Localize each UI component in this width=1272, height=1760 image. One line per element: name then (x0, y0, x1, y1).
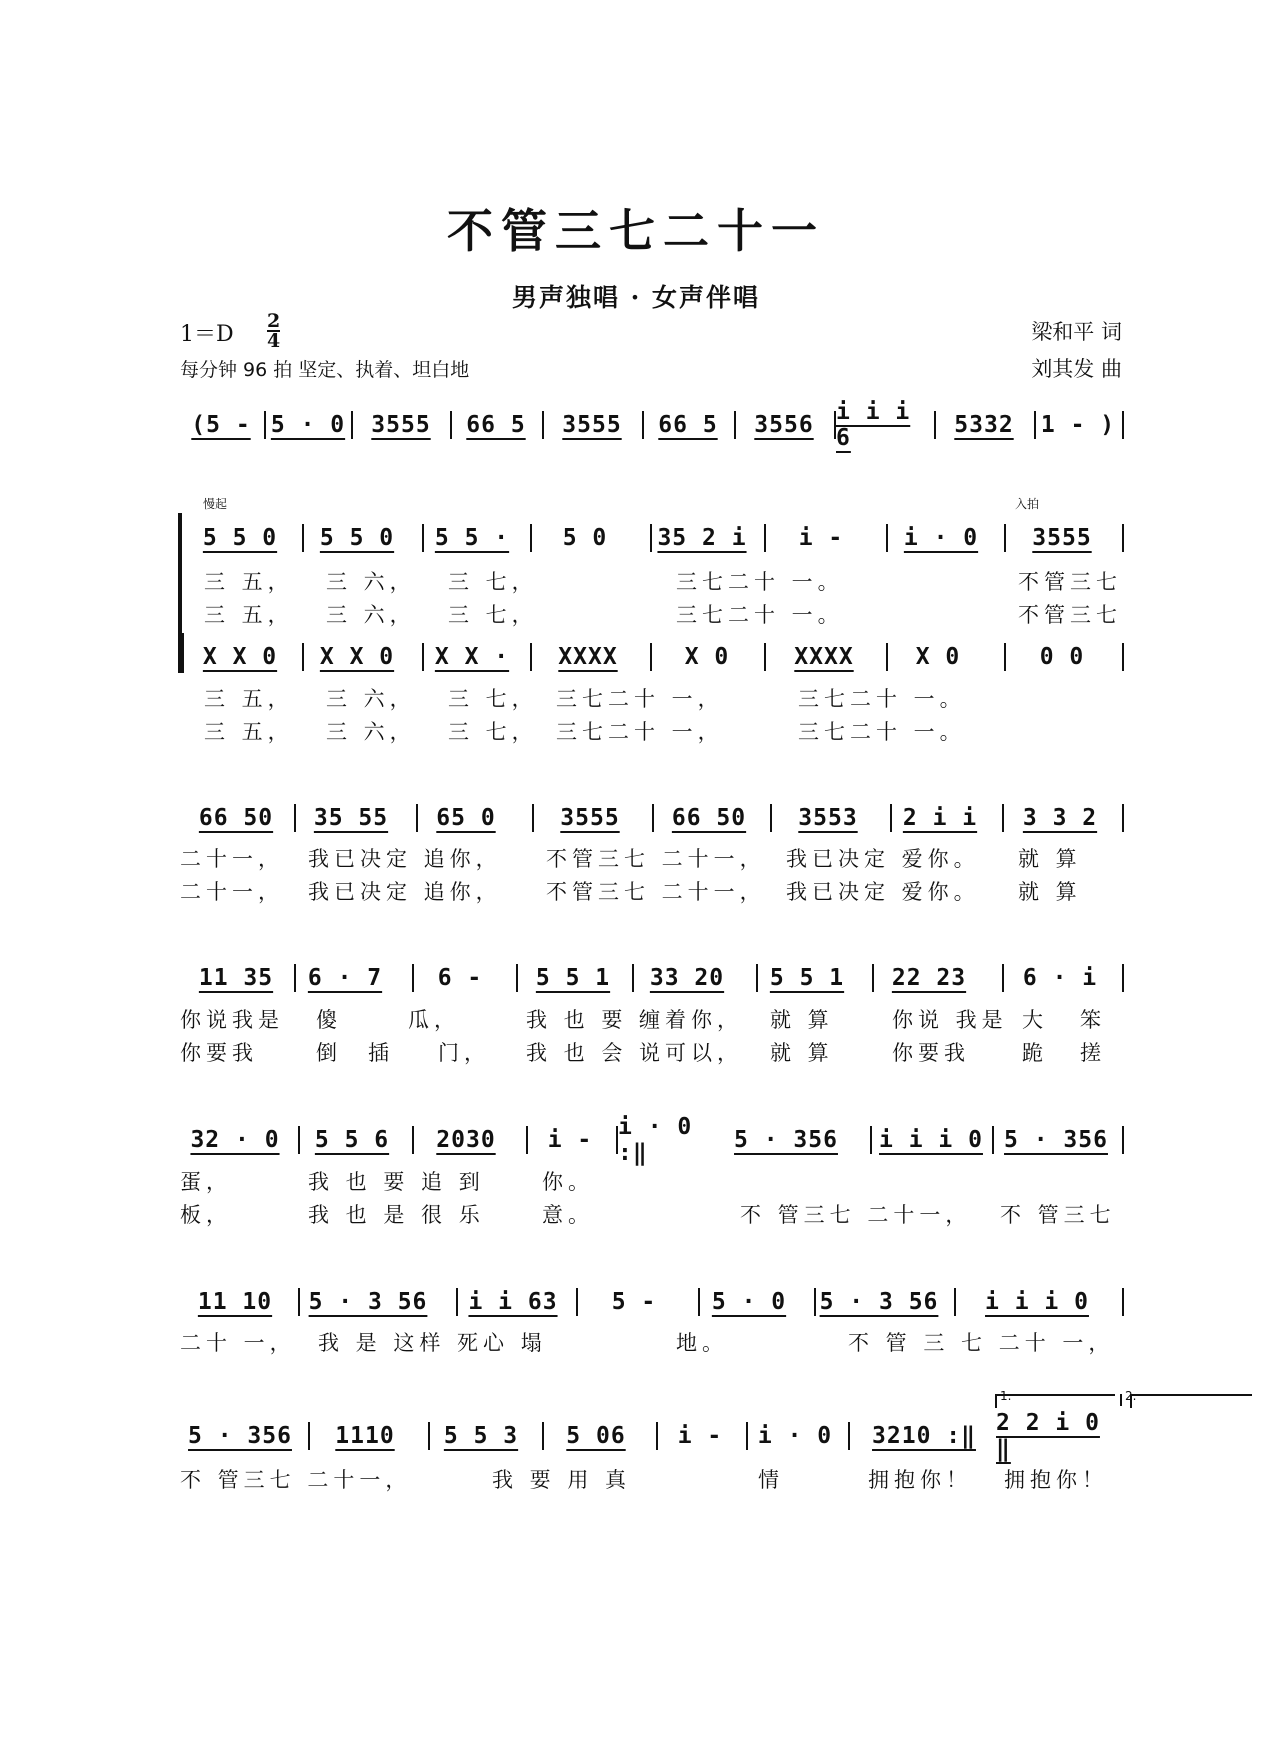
melody-bar: 3 3 2 (1022, 805, 1098, 831)
lyric-word: 门， (438, 1041, 490, 1065)
enter-beat-mark: 入拍 (1015, 497, 1040, 511)
time-numerator: 2 (267, 310, 281, 332)
rhythm-bar: XXXX (794, 644, 854, 670)
melody-bar: 5 5 0 (319, 525, 395, 551)
volta-1-bracket (995, 1394, 1115, 1408)
rhythm-bar: X X 0 (202, 644, 278, 670)
lyric-word: 我已决定 爱你。 (786, 847, 980, 871)
melody-bar: 2030 (436, 1127, 496, 1153)
lyric-word: 三 五， (204, 603, 294, 627)
lyric-line (180, 843, 1125, 873)
melody-bar: 5 5 1 (535, 965, 611, 991)
melody-bar: 5 · 356 (188, 1423, 292, 1449)
lyric-word: 意。 (542, 1203, 594, 1227)
melody-bar: 5 · 3 56 (308, 1289, 428, 1315)
lyric-word: 不 管三七 (1000, 1203, 1116, 1227)
melody-bar: 35 2 i (657, 525, 747, 551)
lyric-word: 三七二十 一。 (676, 603, 844, 627)
lyric-word: 三 五， (204, 687, 294, 711)
intro-bar: (5 - (191, 412, 251, 438)
lyric-word: 三七二十 一， (556, 687, 724, 711)
barline (1122, 1126, 1124, 1154)
melody-bar: 5 · 356 (1004, 1127, 1108, 1153)
lyric-word: 你要我 (180, 1041, 258, 1065)
rhythm-row (180, 637, 1125, 677)
melody-bar: 65 0 (436, 805, 496, 831)
lyric-word: 蛋， (180, 1170, 232, 1194)
lyric-word: 就 算 (1018, 847, 1082, 871)
lyric-word: 不 管 三 七 二十 一， (848, 1331, 1115, 1355)
lyric-word: 我 也 要 缠着你， (526, 1008, 744, 1032)
volta-2-bar: 2 2 i 0 ‖ (996, 1410, 1100, 1462)
melody-bar: 5 0 (562, 525, 608, 551)
lyric-word: 我 也 会 说可以， (526, 1041, 744, 1065)
lyric-line (180, 1037, 1125, 1067)
time-signature (267, 312, 280, 350)
lyric-word: 三 六， (326, 603, 416, 627)
lyric-word: 三七二十 一， (556, 720, 724, 744)
lyric-word: 就 算 (770, 1041, 834, 1065)
lyric-word: 我 要 用 真 (492, 1468, 632, 1492)
lyric-word: 倒 (316, 1041, 342, 1065)
lyric-word: 我 也 要 追 到 (308, 1170, 485, 1194)
lyric-word: 三七二十 一。 (798, 687, 966, 711)
melody-bar: 5 5 3 (443, 1423, 519, 1449)
lyric-word: 二十一， (180, 847, 284, 871)
time-denominator: 4 (267, 330, 281, 352)
lyric-word: 不 管三七 二十一， (180, 1468, 412, 1492)
melody-row-3 (180, 958, 1125, 998)
melody-bar: 22 23 (891, 965, 967, 991)
melody-row-5 (180, 1282, 1125, 1322)
melody-bar: 32 · 0 (190, 1127, 280, 1153)
melody-bar: 11 35 (198, 965, 274, 991)
barline (1122, 524, 1124, 552)
rhythm-bar: X 0 (915, 644, 961, 670)
lyric-word: 不管三七 (1018, 570, 1122, 594)
melody-row-2 (180, 798, 1125, 838)
melody-bar: 5 · 0 (711, 1289, 787, 1315)
lyric-line (180, 599, 1125, 629)
rhythm-bar: 0 0 (1039, 644, 1085, 670)
lyric-word: 二十一， (180, 880, 284, 904)
melody-bar: i i i 0 (879, 1127, 983, 1153)
lyric-word: 板， (180, 1203, 232, 1227)
lyric-line (180, 1199, 1125, 1229)
lyric-word: 不 管三七 二十一， (740, 1203, 972, 1227)
barline (1122, 411, 1124, 439)
barline (1122, 1288, 1124, 1316)
barline (1122, 964, 1124, 992)
intro-bar: 5332 (954, 412, 1014, 438)
barline (1122, 804, 1124, 832)
lyric-word: 不管三七 (1018, 603, 1122, 627)
melody-bar: 5 · 356 (734, 1127, 838, 1153)
volta-2: 2. (1125, 1389, 1137, 1403)
lyric-word: 搓 (1080, 1041, 1106, 1065)
melody-row-1 (180, 518, 1125, 558)
lyric-word: 大 (1022, 1008, 1048, 1032)
lyric-line (180, 876, 1125, 906)
song-subtitle: 男声独唱 · 女声伴唱 (511, 283, 761, 312)
lyric-word: 你说 我是 (892, 1008, 1008, 1032)
lyricist-credit: 梁和平 词 (1031, 320, 1122, 344)
lyric-word: 你要我 (892, 1041, 970, 1065)
melody-bar: 3555 (1032, 525, 1092, 551)
intro-bar: 66 5 (658, 412, 718, 438)
melody-bar: i - (677, 1423, 723, 1449)
intro-bar: 3555 (371, 412, 431, 438)
lyric-word: 笨 (1080, 1008, 1106, 1032)
lyric-line (180, 716, 1125, 746)
lyric-word: 三 六， (326, 570, 416, 594)
lyric-line (180, 1166, 1125, 1196)
melody-bar: 2 i i (902, 805, 978, 831)
barline (848, 1422, 850, 1450)
melody-bar: 5 5 · (434, 525, 510, 551)
melody-bar: 35 55 (313, 805, 389, 831)
intro-bar: 1 - ) (1040, 412, 1116, 438)
volta-1-bar: 3210 :‖ (872, 1423, 976, 1449)
volta-2-bracket (1130, 1394, 1252, 1408)
lyric-word: 地。 (676, 1331, 728, 1355)
lyric-word: 我已决定 追你， (308, 880, 502, 904)
lyric-word: 二十 一， (180, 1331, 296, 1355)
melody-bar: 66 50 (198, 805, 274, 831)
intro-row (180, 399, 1125, 451)
intro-bar: 5 · 0 (270, 412, 346, 438)
lyric-word: 跪 (1022, 1041, 1048, 1065)
lyric-word: 我已决定 爱你。 (786, 880, 980, 904)
lyric-word: 三七二十 一。 (676, 570, 844, 594)
melody-row-4 (180, 1114, 1125, 1166)
lyric-word: 三 五， (204, 720, 294, 744)
lyric-word: 三 七， (448, 570, 538, 594)
melody-bar: 6 · i (1022, 965, 1098, 991)
lyric-word: 三 五， (204, 570, 294, 594)
lyric-word: 三 七， (448, 720, 538, 744)
lyric-word: 你说我是 (180, 1008, 284, 1032)
rhythm-bar: X X 0 (319, 644, 395, 670)
intro-bar: i i i 6 (836, 399, 911, 451)
lyric-line (180, 1004, 1125, 1034)
lyric-word: 拥抱你！ (1004, 1468, 1108, 1492)
melody-bar: 6 · 7 (307, 965, 383, 991)
lyric-word: 就 算 (770, 1008, 834, 1032)
melody-bar: 11 10 (197, 1289, 273, 1315)
melody-bar: 5 06 (566, 1423, 626, 1449)
lyric-word: 拥抱你！ (868, 1468, 972, 1492)
lyric-word: 插 (368, 1041, 394, 1065)
volta-1: 1. (1000, 1389, 1012, 1403)
lyric-word: 你。 (542, 1170, 594, 1194)
melody-bar: 5 5 1 (769, 965, 845, 991)
composer-credit: 刘其发 曲 (1031, 357, 1122, 381)
lyric-word: 三七二十 一。 (798, 720, 966, 744)
lyric-word: 我 也 是 很 乐 (308, 1203, 485, 1227)
melody-bar: 5 5 0 (202, 525, 278, 551)
intro-bar: 3555 (562, 412, 622, 438)
melody-bar: 3555 (560, 805, 620, 831)
melody-bar: 5 5 6 (314, 1127, 390, 1153)
lyric-word: 我 是 这样 死心 塌 (318, 1331, 547, 1355)
lyric-line (180, 566, 1125, 596)
intro-bar: 3556 (754, 412, 814, 438)
lyric-word: 瓜， (408, 1008, 460, 1032)
slow-start-mark: 慢起 (203, 497, 228, 511)
repeat-end-bar: i · 0 :‖ (618, 1114, 693, 1166)
rhythm-bar: X 0 (684, 644, 730, 670)
lyric-line (180, 1327, 1125, 1357)
lyric-line (180, 683, 1125, 713)
melody-bar: i - (547, 1127, 593, 1153)
melody-bar: i · 0 (757, 1423, 833, 1449)
lyric-word: 就 算 (1018, 880, 1082, 904)
song-title: 不管三七二十一 (447, 204, 825, 258)
melody-bar: 5 · 3 56 (819, 1289, 939, 1315)
lyric-word: 三 七， (448, 603, 538, 627)
melody-bar: 3553 (798, 805, 858, 831)
melody-bar: 5 - (611, 1289, 657, 1315)
melody-bar: i i 63 (468, 1289, 558, 1315)
lyric-word: 不管三七 二十一， (546, 880, 766, 904)
volta-1-bracket-end (1120, 1394, 1122, 1406)
rhythm-bar: XXXX (558, 644, 618, 670)
melody-bar: 66 50 (671, 805, 747, 831)
barline (1122, 643, 1124, 671)
lyric-word: 情 (758, 1468, 784, 1492)
melody-bar: 1110 (335, 1423, 395, 1449)
melody-bar: i · 0 (903, 525, 979, 551)
melody-bar: i - (798, 525, 844, 551)
melody-row-6 (180, 1410, 1125, 1462)
lyric-word: 不管三七 二十一， (546, 847, 766, 871)
lyric-word: 三 六， (326, 720, 416, 744)
lyric-word: 三 六， (326, 687, 416, 711)
melody-bar: 6 - (437, 965, 483, 991)
tempo-marking: 每分钟 96 拍 坚定、执着、坦白地 (180, 359, 470, 381)
rhythm-bar: X X · (434, 644, 510, 670)
melody-bar: i i i 0 (985, 1289, 1089, 1315)
lyric-word: 我已决定 追你， (308, 847, 502, 871)
melody-bar: 33 20 (649, 965, 725, 991)
lyric-line (180, 1464, 1125, 1494)
lyric-word: 三 七， (448, 687, 538, 711)
key-signature: 1＝D (180, 322, 234, 347)
lyric-word: 傻 (316, 1008, 342, 1032)
intro-bar: 66 5 (466, 412, 526, 438)
